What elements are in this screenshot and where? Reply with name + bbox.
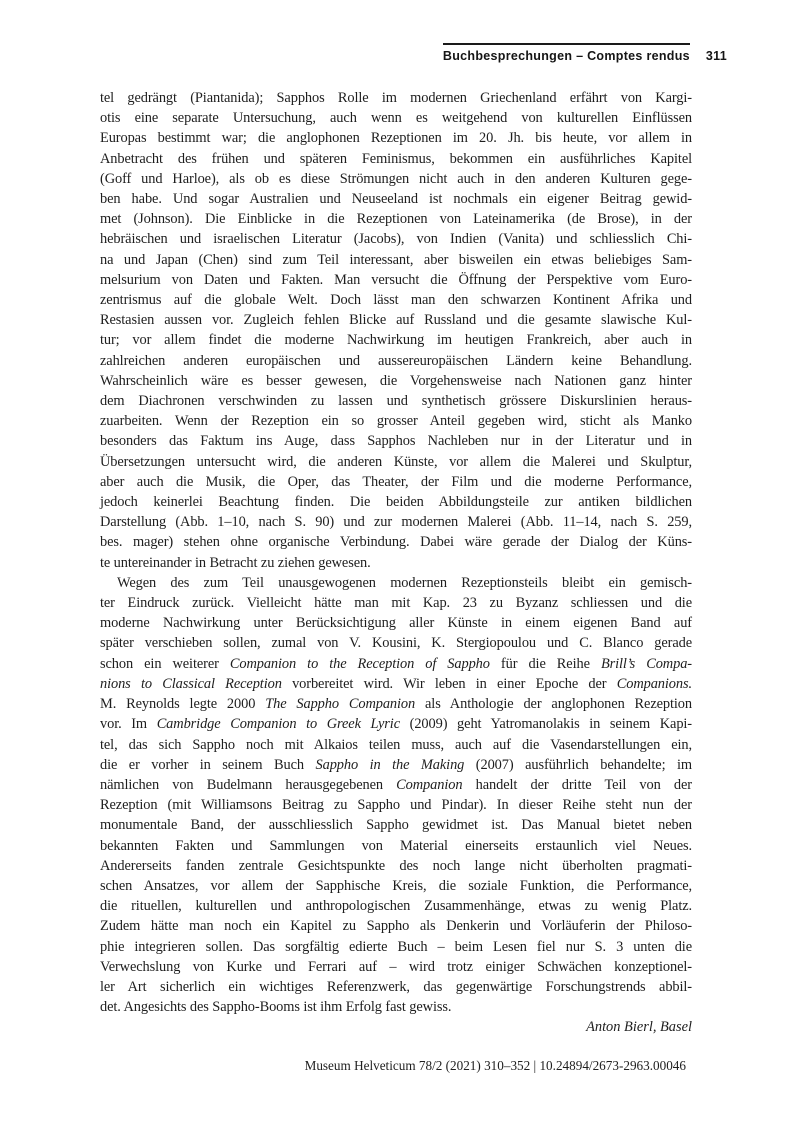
text-line: die er vorher in seinem Buch Sappho in the Making (2007) ausführlich behandelte; im <box>100 756 692 773</box>
text-line: tel gedrängt (Piantanida); Sapphos Rolle im modernen Griechenland erfährt von Kargi- <box>100 90 692 106</box>
text-line: Rezeption (mit Williamsons Beitrag zu Sappho und Pindar). In dieser Reihe steht nun der <box>100 797 692 814</box>
text-line: nions to Classical Reception vorbereitet wird. Wir leben in einer Epoche der Companions. <box>100 675 692 692</box>
text-line: na und Japan (Chen) sind zum Teil interessant, aber bisweilen ein etwas beliebiges Sam- <box>100 251 692 268</box>
text-line: met (Johnson). Die Einblicke in die Rezeptionen von Lateinamerika (de Brose), in der <box>100 211 692 228</box>
text-line: später verschieben sollen, zumal von V. Kousini, K. Stergiopoulou und C. Blanco gerade <box>100 635 692 652</box>
text-line: jedoch keinerlei Beachtung finden. Die beiden Abbildungsteile zur antiken bildlichen <box>100 494 692 511</box>
text-line: Wegen des zum Teil unausgewogenen modernen Rezeptionsteils bleibt ein gemisch- <box>117 574 692 591</box>
text-line: Darstellung (Abb. 1–10, nach S. 90) und zur modernen Malerei (Abb. 11–14, nach S. 259, <box>100 514 692 531</box>
text-line: Verwechslung von Kurke und Ferrari auf – wird trotz einiger Schwächen konzeptionel- <box>100 958 692 975</box>
text-line: monumentale Band, der ausschliesslich Sappho gewidmet ist. Das Manual bietet neben <box>100 817 692 834</box>
text-line: Übersetzungen untersucht wird, die anderen Künste, vor allem die Malerei und Skulptur, <box>100 453 692 470</box>
text-line: zuarbeiten. Wenn der Rezeption ein so grosser Anteil gegeben wird, sticht als Manko <box>100 413 692 430</box>
text-line: melsurium von Daten und Fakten. Man versucht die Öffnung der Perspektive vom Euro- <box>100 271 692 288</box>
journal-footer: Museum Helveticum 78/2 (2021) 310–352 | 10.24894/2673-2963.00046 <box>304 1058 686 1073</box>
text-line: nämlichen von Budelmann herausgegebenen Companion handelt der dritte Teil von der <box>100 776 692 793</box>
text-line: schen Ansatzes, vor allem der Sapphische Kreis, die soziale Funktion, die Performance, <box>100 877 692 894</box>
text-line: bekannten Fakten und Sammlungen von Material einerseits erstaunlich viel Neues. <box>100 837 692 854</box>
text-line: Wahrscheinlich wäre es besser gewesen, die Vorgehensweise nach Nationen ganz hinter <box>100 372 692 389</box>
text-line: zahlreichen anderen europäischen und aussereuropäischen Ländern keine Behandlung. <box>100 352 692 369</box>
text-line: Europas bestimmt war; die anglophonen Rezeptionen im 20. Jh. bis heute, vor allem in <box>100 130 692 147</box>
text-line: Restasien aussen vor. Zugleich fehlen Blicke auf Russland und die gesamte slawische Kul- <box>100 312 692 329</box>
text-line: te untereinander in Betracht zu ziehen gewesen. <box>100 554 371 571</box>
text-line: (Goff und Harloe), als ob es diese Strömungen nicht auch in den anderen Kulturen gege- <box>100 170 692 187</box>
text-line: phie integrieren sollen. Das sorgfältig edierte Buch – beim Lesen fiel nur S. 3 unten die <box>100 938 692 955</box>
text-line: Anbetracht des frühen und späteren Feminismus, bekommen ein ausführliches Kapitel <box>100 150 692 167</box>
text-line: ter Eindruck zurück. Vielleicht hätte man mit Kap. 23 zu Byzanz schliessen und die <box>100 595 692 612</box>
text-line: Zudem hätte man noch ein Kapitel zu Sappho als Denkerin und Vorläuferin der Philoso- <box>100 918 692 935</box>
text-line: M. Reynolds legte 2000 The Sappho Companion als Anthologie der anglophonen Rezeption <box>100 696 692 713</box>
text-line: schon ein weiterer Companion to the Reception of Sappho für die Reihe Brill’s Compa- <box>100 655 692 672</box>
text-line: hebräischen und israelischen Literatur (Jacobs), von Indien (Vanita) und schliesslich Chi- <box>100 231 692 248</box>
text-line: ben habe. Und sogar Australien und Neuseeland ist nochmals ein eigener Beitrag gewid- <box>100 191 692 208</box>
text-line: besonders das Faktum ins Auge, dass Sapphos Nachleben nur in der Literatur und in <box>100 433 692 450</box>
text-line: tel, das sich Sappho noch mit Alkaios teilen muss, auch auf die Vasendarstellungen ein, <box>100 736 692 753</box>
text-line: Andererseits fanden zentrale Gesichtspunkte des noch lange nicht überholten pragmati- <box>100 857 692 874</box>
text-line: otis eine separate Untersuchung, auch wenn es weitgehend von kulturellen Einflüssen <box>100 110 692 127</box>
review-body <box>100 88 692 1017</box>
text-line: dem Diachronen verschwinden zu lassen und synthetisch grössere Diskurslinien heraus- <box>100 393 692 410</box>
reviewer-signature: Anton Bierl, Basel <box>586 1019 692 1035</box>
page-number: 311 <box>705 49 727 63</box>
text-line: det. Angesichts des Sappho-Booms ist ihm Erfolg fast gewiss. <box>100 999 452 1016</box>
text-line: die rituellen, kulturellen und anthropologischen Zusammenhänge, etwas zu wenig Platz. <box>100 898 692 915</box>
text-line: tur; vor allem findet die moderne Nachwirkung im heutigen Frankreich, aber auch in <box>100 332 692 349</box>
running-head-title: Buchbesprechungen – Comptes rendus <box>443 43 690 63</box>
text-line: zentrismus auf die globale Welt. Doch lässt man den schwarzen Kontinent Afrika und <box>100 292 692 309</box>
text-line: aber auch die Musik, die Oper, das Theater, der Film und die moderne Performance, <box>100 473 692 490</box>
paragraph <box>100 573 692 1017</box>
running-head <box>100 43 727 63</box>
text-line: bes. mager) stehen ohne organische Verbindung. Dabei wäre gerade der Dialog der Küns- <box>100 534 692 551</box>
text-line: vor. Im Cambridge Companion to Greek Lyric (2009) geht Yatromanolakis in seinem Kapi- <box>100 716 693 733</box>
text-line: ler Art sicherlich ein wichtiges Referenzwerk, das gegenwärtige Forschungstrends abbil- <box>100 978 692 995</box>
paragraph <box>100 88 692 573</box>
text-line: moderne Nachwirkung unter Berücksichtigung aller Künste in einem eigenen Band auf <box>100 615 692 632</box>
